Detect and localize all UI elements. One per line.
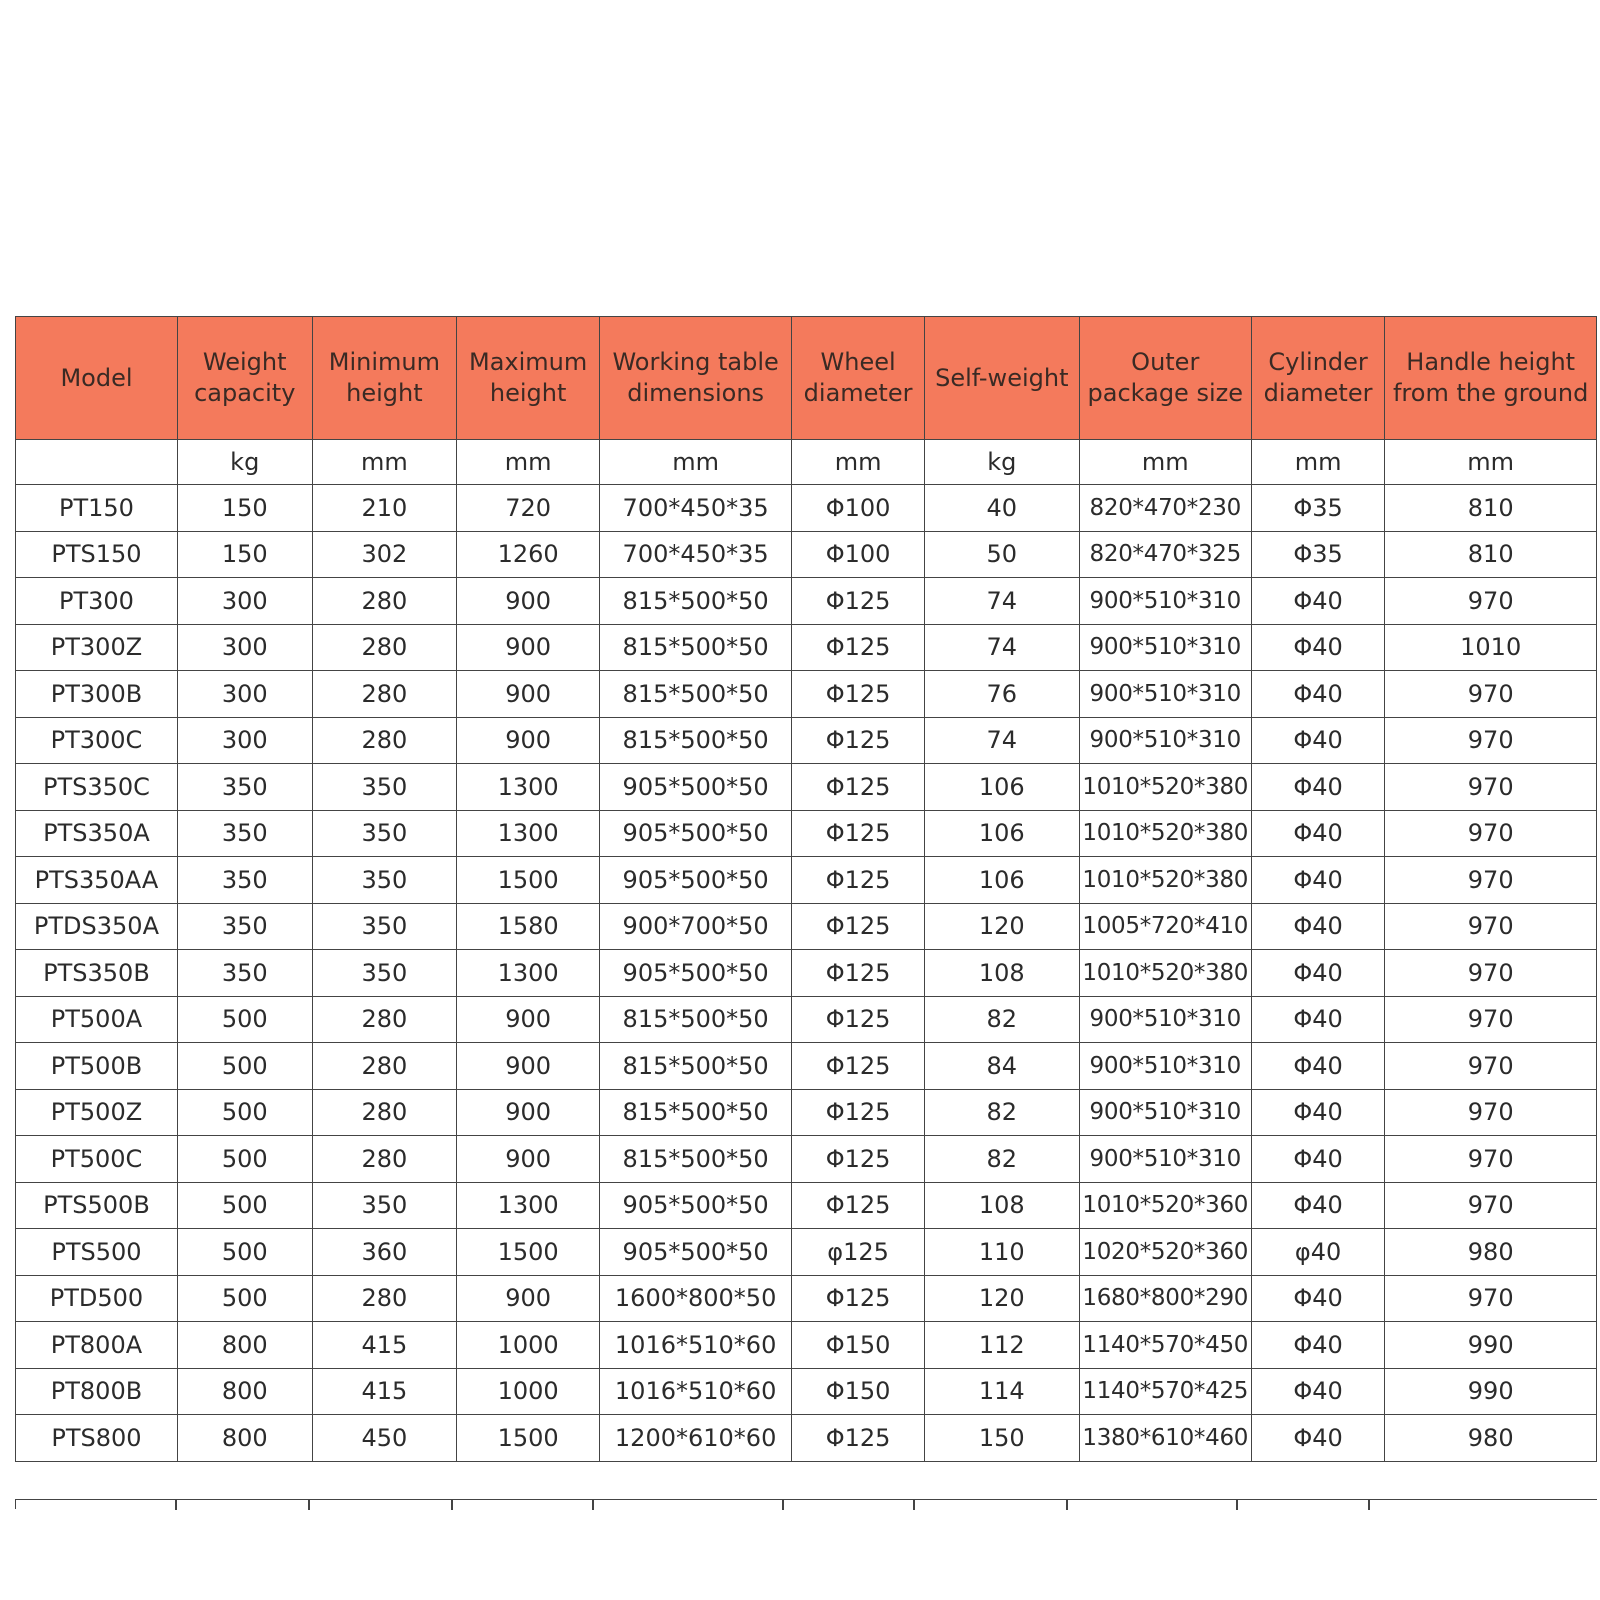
cell-wheel-diameter: Φ125 [792,764,925,811]
column-header-minimum-height [312,317,457,440]
column-header-self-weight [924,317,1079,440]
table-row [16,950,1597,997]
table-row [16,1322,1597,1369]
cell-minimum-height: 280 [312,578,457,625]
cell-maximum-height: 1580 [457,903,600,950]
cell-wheel-diameter: Φ125 [792,810,925,857]
cell-handle-height: 810 [1385,485,1597,532]
unit-cell-wheel-diameter: mm [792,440,925,485]
cell-weight-capacity: 150 [177,531,312,578]
cell-cylinder-diameter: Φ40 [1251,996,1385,1043]
cell-maximum-height: 1300 [457,1182,600,1229]
cell-weight-capacity: 350 [177,810,312,857]
cell-working-table-dimensions: 905*500*50 [599,764,791,811]
cell-working-table-dimensions: 815*500*50 [599,671,791,718]
cell-wheel-diameter: Φ100 [792,531,925,578]
cell-model: PT500C [16,1136,178,1183]
cell-handle-height: 970 [1385,1182,1597,1229]
column-header-weight-capacity [177,317,312,440]
cell-self-weight: 108 [924,950,1079,997]
unit-cell-weight-capacity: kg [177,440,312,485]
cell-cylinder-diameter: Φ35 [1251,485,1385,532]
cutoff-divider [1368,1500,1370,1510]
cell-minimum-height: 280 [312,1043,457,1090]
cell-self-weight: 120 [924,1275,1079,1322]
cell-wheel-diameter: Φ125 [792,1275,925,1322]
cell-minimum-height: 450 [312,1415,457,1462]
column-header-line: capacity [194,379,296,407]
unit-cell-self-weight: kg [924,440,1079,485]
cell-model: PTS350A [16,810,178,857]
cell-wheel-diameter: Φ125 [792,624,925,671]
cell-maximum-height: 1000 [457,1368,600,1415]
column-header-line: Outer [1131,348,1200,376]
table-row [16,1182,1597,1229]
cell-minimum-height: 302 [312,531,457,578]
column-header-line: Maximum [469,348,588,376]
cell-weight-capacity: 300 [177,671,312,718]
cell-outer-package-size: 900*510*310 [1079,1089,1251,1136]
cell-cylinder-diameter: Φ40 [1251,1368,1385,1415]
cell-working-table-dimensions: 905*500*50 [599,1182,791,1229]
column-header-line: package size [1087,379,1243,407]
cell-weight-capacity: 350 [177,903,312,950]
cell-weight-capacity: 300 [177,624,312,671]
cell-outer-package-size: 1140*570*425 [1079,1368,1251,1415]
cell-cylinder-diameter: Φ40 [1251,1322,1385,1369]
column-header-line: Weight [202,348,287,376]
table-row [16,1229,1597,1276]
cell-minimum-height: 350 [312,857,457,904]
cell-wheel-diameter: Φ125 [792,578,925,625]
cell-outer-package-size: 1140*570*450 [1079,1322,1251,1369]
unit-cell-cylinder-diameter: mm [1251,440,1385,485]
cell-working-table-dimensions: 700*450*35 [599,485,791,532]
cell-weight-capacity: 300 [177,578,312,625]
cell-model: PTS350B [16,950,178,997]
cell-wheel-diameter: φ125 [792,1229,925,1276]
cell-model: PTS500 [16,1229,178,1276]
cell-model: PTS500B [16,1182,178,1229]
cell-minimum-height: 280 [312,1089,457,1136]
cell-model: PTS350AA [16,857,178,904]
cell-working-table-dimensions: 1600*800*50 [599,1275,791,1322]
cell-maximum-height: 900 [457,578,600,625]
cell-outer-package-size: 820*470*230 [1079,485,1251,532]
cell-self-weight: 82 [924,1136,1079,1183]
cell-cylinder-diameter: Φ40 [1251,950,1385,997]
cut-off-next-row [15,1499,1597,1509]
cell-model: PT500Z [16,1089,178,1136]
cell-outer-package-size: 900*510*310 [1079,717,1251,764]
cutoff-divider [1236,1500,1238,1510]
cell-handle-height: 970 [1385,1136,1597,1183]
cell-cylinder-diameter: Φ40 [1251,1089,1385,1136]
cell-handle-height: 810 [1385,531,1597,578]
cell-maximum-height: 900 [457,671,600,718]
table-row [16,671,1597,718]
table-row [16,624,1597,671]
unit-cell-maximum-height: mm [457,440,600,485]
cell-working-table-dimensions: 900*700*50 [599,903,791,950]
cell-handle-height: 980 [1385,1415,1597,1462]
cell-wheel-diameter: Φ150 [792,1368,925,1415]
column-header-outer-package-size [1079,317,1251,440]
column-header-working-table-dimensions [599,317,791,440]
cell-handle-height: 980 [1385,1229,1597,1276]
cell-weight-capacity: 350 [177,950,312,997]
cell-maximum-height: 1300 [457,810,600,857]
cell-maximum-height: 1000 [457,1322,600,1369]
table-row [16,903,1597,950]
table-row [16,1043,1597,1090]
cell-cylinder-diameter: φ40 [1251,1229,1385,1276]
cell-cylinder-diameter: Φ35 [1251,531,1385,578]
cell-outer-package-size: 900*510*310 [1079,996,1251,1043]
table-row [16,1275,1597,1322]
cell-self-weight: 82 [924,1089,1079,1136]
column-header-line: Self-weight [935,363,1069,392]
cell-weight-capacity: 800 [177,1322,312,1369]
cell-handle-height: 970 [1385,1089,1597,1136]
cell-outer-package-size: 1020*520*360 [1079,1229,1251,1276]
spec-table [15,316,1597,1462]
cell-handle-height: 970 [1385,1043,1597,1090]
cell-cylinder-diameter: Φ40 [1251,624,1385,671]
cell-minimum-height: 350 [312,950,457,997]
cell-maximum-height: 900 [457,717,600,764]
cell-minimum-height: 360 [312,1229,457,1276]
cell-cylinder-diameter: Φ40 [1251,1182,1385,1229]
cell-handle-height: 970 [1385,950,1597,997]
cell-working-table-dimensions: 1016*510*60 [599,1368,791,1415]
cell-model: PTDS350A [16,903,178,950]
table-row [16,485,1597,532]
cell-self-weight: 76 [924,671,1079,718]
cell-maximum-height: 900 [457,1089,600,1136]
cell-handle-height: 970 [1385,764,1597,811]
cell-weight-capacity: 350 [177,764,312,811]
unit-cell-working-table-dimensions: mm [599,440,791,485]
cell-wheel-diameter: Φ125 [792,1136,925,1183]
cell-weight-capacity: 500 [177,1089,312,1136]
cell-handle-height: 990 [1385,1322,1597,1369]
column-header-wheel-diameter [792,317,925,440]
cell-model: PT300B [16,671,178,718]
cell-handle-height: 970 [1385,1275,1597,1322]
column-header-line: Handle height [1406,348,1576,376]
cell-model: PT500B [16,1043,178,1090]
cell-self-weight: 114 [924,1368,1079,1415]
cell-minimum-height: 280 [312,1275,457,1322]
cutoff-divider [913,1500,915,1510]
cell-outer-package-size: 1010*520*380 [1079,764,1251,811]
cell-outer-package-size: 900*510*310 [1079,578,1251,625]
cell-outer-package-size: 1010*520*380 [1079,950,1251,997]
column-header-line: Model [60,363,133,392]
cell-cylinder-diameter: Φ40 [1251,1275,1385,1322]
cell-weight-capacity: 500 [177,1182,312,1229]
cell-cylinder-diameter: Φ40 [1251,1043,1385,1090]
cell-self-weight: 50 [924,531,1079,578]
cell-working-table-dimensions: 1200*610*60 [599,1415,791,1462]
cell-model: PT500A [16,996,178,1043]
cutoff-divider [451,1500,453,1510]
cell-self-weight: 74 [924,717,1079,764]
cell-working-table-dimensions: 905*500*50 [599,1229,791,1276]
cell-self-weight: 106 [924,764,1079,811]
cell-maximum-height: 900 [457,996,600,1043]
cell-self-weight: 106 [924,810,1079,857]
cell-minimum-height: 350 [312,1182,457,1229]
cell-working-table-dimensions: 815*500*50 [599,1136,791,1183]
column-header-model [16,317,178,440]
cell-maximum-height: 900 [457,1043,600,1090]
cell-maximum-height: 1500 [457,857,600,904]
cell-working-table-dimensions: 1016*510*60 [599,1322,791,1369]
cell-working-table-dimensions: 700*450*35 [599,531,791,578]
cell-minimum-height: 210 [312,485,457,532]
cell-cylinder-diameter: Φ40 [1251,717,1385,764]
cell-model: PTS150 [16,531,178,578]
cell-cylinder-diameter: Φ40 [1251,857,1385,904]
cell-model: PTD500 [16,1275,178,1322]
column-header-line: height [489,379,567,407]
cell-minimum-height: 350 [312,903,457,950]
cell-self-weight: 108 [924,1182,1079,1229]
cell-minimum-height: 350 [312,764,457,811]
column-header-handle-height [1385,317,1597,440]
cell-maximum-height: 900 [457,1136,600,1183]
cell-minimum-height: 280 [312,671,457,718]
cell-weight-capacity: 500 [177,1229,312,1276]
cell-maximum-height: 1260 [457,531,600,578]
cell-maximum-height: 1300 [457,764,600,811]
cell-weight-capacity: 500 [177,1275,312,1322]
cell-minimum-height: 280 [312,1136,457,1183]
cell-weight-capacity: 500 [177,1136,312,1183]
cell-self-weight: 40 [924,485,1079,532]
column-header-line: Minimum [328,348,441,376]
cell-wheel-diameter: Φ150 [792,1322,925,1369]
cell-handle-height: 970 [1385,671,1597,718]
unit-cell-model [16,440,178,485]
cell-outer-package-size: 1680*800*290 [1079,1275,1251,1322]
column-header-line: Working table [612,348,779,376]
table-row [16,1136,1597,1183]
cell-self-weight: 112 [924,1322,1079,1369]
column-header-line: diameter [803,379,913,407]
cell-outer-package-size: 1380*610*460 [1079,1415,1251,1462]
cell-outer-package-size: 900*510*310 [1079,1043,1251,1090]
cell-cylinder-diameter: Φ40 [1251,1136,1385,1183]
header-row [16,317,1597,440]
cell-wheel-diameter: Φ125 [792,1089,925,1136]
cell-working-table-dimensions: 905*500*50 [599,950,791,997]
cell-outer-package-size: 820*470*325 [1079,531,1251,578]
table-row [16,578,1597,625]
cell-weight-capacity: 350 [177,857,312,904]
cell-wheel-diameter: Φ125 [792,857,925,904]
cell-wheel-diameter: Φ100 [792,485,925,532]
cell-minimum-height: 415 [312,1368,457,1415]
cell-self-weight: 82 [924,996,1079,1043]
units-row [16,440,1597,485]
cell-weight-capacity: 300 [177,717,312,764]
table-row [16,717,1597,764]
cutoff-divider [308,1500,310,1510]
cell-minimum-height: 350 [312,810,457,857]
unit-cell-handle-height: mm [1385,440,1597,485]
cell-model: PT300 [16,578,178,625]
cell-wheel-diameter: Φ125 [792,1415,925,1462]
cell-handle-height: 970 [1385,903,1597,950]
cell-model: PT300Z [16,624,178,671]
column-header-line: from the ground [1392,379,1589,407]
cell-self-weight: 120 [924,903,1079,950]
cell-outer-package-size: 900*510*310 [1079,1136,1251,1183]
column-header-line: Cylinder [1268,348,1368,376]
column-header-line: diameter [1263,379,1373,407]
cell-model: PTS800 [16,1415,178,1462]
unit-cell-outer-package-size: mm [1079,440,1251,485]
column-header-cylinder-diameter [1251,317,1385,440]
table-row [16,531,1597,578]
cell-maximum-height: 1500 [457,1415,600,1462]
cell-working-table-dimensions: 815*500*50 [599,1089,791,1136]
cell-weight-capacity: 150 [177,485,312,532]
cell-minimum-height: 280 [312,996,457,1043]
table-row [16,764,1597,811]
cell-working-table-dimensions: 905*500*50 [599,810,791,857]
cell-minimum-height: 415 [312,1322,457,1369]
cell-outer-package-size: 900*510*310 [1079,624,1251,671]
cell-self-weight: 150 [924,1415,1079,1462]
cell-wheel-diameter: Φ125 [792,717,925,764]
cell-outer-package-size: 1010*520*360 [1079,1182,1251,1229]
column-header-line: Wheel [820,348,896,376]
cutoff-divider [592,1500,594,1510]
cell-handle-height: 970 [1385,857,1597,904]
cell-weight-capacity: 500 [177,1043,312,1090]
cell-maximum-height: 1300 [457,950,600,997]
cell-weight-capacity: 500 [177,996,312,1043]
table-row [16,810,1597,857]
cell-minimum-height: 280 [312,717,457,764]
cell-cylinder-diameter: Φ40 [1251,671,1385,718]
table-body [16,440,1597,1462]
cell-handle-height: 1010 [1385,624,1597,671]
cell-wheel-diameter: Φ125 [792,950,925,997]
cell-wheel-diameter: Φ125 [792,1182,925,1229]
cell-wheel-diameter: Φ125 [792,903,925,950]
cutoff-divider [1066,1500,1068,1510]
cell-outer-package-size: 900*510*310 [1079,671,1251,718]
cell-handle-height: 970 [1385,996,1597,1043]
cell-wheel-diameter: Φ125 [792,996,925,1043]
cell-model: PT150 [16,485,178,532]
cell-cylinder-diameter: Φ40 [1251,578,1385,625]
table-row [16,996,1597,1043]
cell-cylinder-diameter: Φ40 [1251,764,1385,811]
cell-working-table-dimensions: 815*500*50 [599,996,791,1043]
cell-self-weight: 84 [924,1043,1079,1090]
cell-weight-capacity: 800 [177,1368,312,1415]
cell-self-weight: 110 [924,1229,1079,1276]
cutoff-divider [782,1500,784,1510]
table-row [16,1415,1597,1462]
cell-cylinder-diameter: Φ40 [1251,1415,1385,1462]
cell-handle-height: 990 [1385,1368,1597,1415]
cell-maximum-height: 900 [457,1275,600,1322]
cell-handle-height: 970 [1385,810,1597,857]
cell-cylinder-diameter: Φ40 [1251,903,1385,950]
table-row [16,1089,1597,1136]
cell-self-weight: 74 [924,578,1079,625]
table-row [16,1368,1597,1415]
cell-handle-height: 970 [1385,717,1597,764]
cell-maximum-height: 720 [457,485,600,532]
cell-self-weight: 74 [924,624,1079,671]
cell-working-table-dimensions: 815*500*50 [599,578,791,625]
cell-outer-package-size: 1010*520*380 [1079,857,1251,904]
cell-outer-package-size: 1010*520*380 [1079,810,1251,857]
cell-self-weight: 106 [924,857,1079,904]
cell-working-table-dimensions: 905*500*50 [599,857,791,904]
column-header-line: height [346,379,423,407]
cell-working-table-dimensions: 815*500*50 [599,1043,791,1090]
cell-model: PT800B [16,1368,178,1415]
cell-handle-height: 970 [1385,578,1597,625]
cell-model: PT300C [16,717,178,764]
cell-wheel-diameter: Φ125 [792,1043,925,1090]
cell-weight-capacity: 800 [177,1415,312,1462]
cutoff-divider [175,1500,177,1510]
table-row [16,857,1597,904]
cell-maximum-height: 900 [457,624,600,671]
cell-minimum-height: 280 [312,624,457,671]
column-header-maximum-height [457,317,600,440]
cell-working-table-dimensions: 815*500*50 [599,717,791,764]
cell-working-table-dimensions: 815*500*50 [599,624,791,671]
cell-cylinder-diameter: Φ40 [1251,810,1385,857]
unit-cell-minimum-height: mm [312,440,457,485]
cell-model: PT800A [16,1322,178,1369]
cell-model: PTS350C [16,764,178,811]
cell-wheel-diameter: Φ125 [792,671,925,718]
cell-maximum-height: 1500 [457,1229,600,1276]
cell-outer-package-size: 1005*720*410 [1079,903,1251,950]
column-header-line: dimensions [627,379,765,407]
